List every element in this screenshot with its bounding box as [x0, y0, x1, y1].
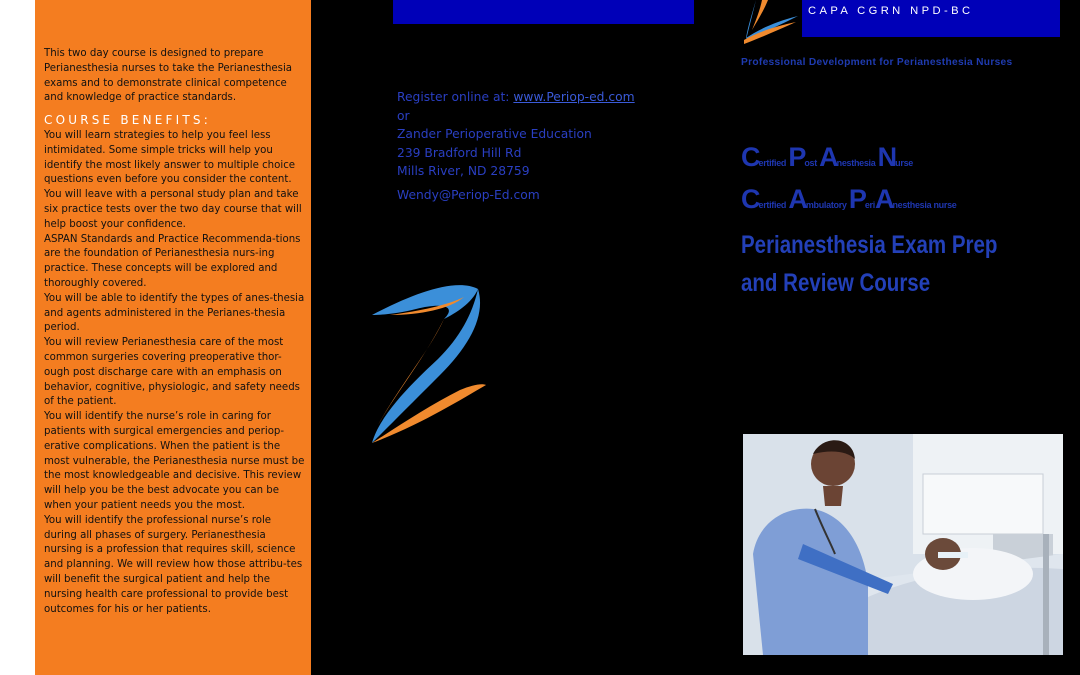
benefit-item: You will identify the nurse’s role in caring for patients with surgical emergencies and periop-erative complications. When the patient is the most vulnerable, the Perianesthesia nurse must be the most knowledgeable and decisive. This review will help you be the best advocate you can be when your patient needs you the most.	[44, 411, 305, 511]
credentials-box	[802, 0, 1060, 37]
street-address: 239 Bradford Hill Rd	[397, 145, 522, 160]
cert-word: nesthesia	[836, 158, 878, 168]
cert-letter: A	[874, 184, 893, 214]
tagline: Professional Development for Perianesthesia Nurses	[741, 57, 1013, 68]
cert-word: ost	[804, 158, 820, 168]
cert-letter: P	[788, 142, 805, 172]
small-z-logo-icon	[738, 0, 806, 46]
cert-letter: N	[877, 142, 896, 172]
nurse-patient-photo	[743, 434, 1063, 655]
register-prefix: Register online at:	[397, 90, 514, 104]
benefit-item: You will review Perianesthesia care of the most common surgeries covering preoperative thor-ough post discharge care with an emphasis on behavior, cognitive, physiologic, and safety needs of the patient.	[44, 337, 300, 408]
cert-word: urse	[895, 158, 913, 168]
benefit-item: ASPAN Standards and Practice Recommenda-tions are the foundation of Perianesthesia nurs-ing practice. These concepts will be explored and thoroughly covered.	[44, 233, 301, 289]
org-name: Zander Perioperative Education	[397, 127, 592, 141]
benefits-heading: COURSE BENEFITS:	[44, 113, 211, 127]
cert-letter: A	[788, 184, 806, 214]
register-link[interactable]: www.Periop-ed.com	[513, 90, 635, 104]
or-text: or	[397, 108, 410, 123]
cert-capa-title	[741, 184, 956, 215]
course-title	[741, 226, 1003, 302]
cert-word: eri	[864, 200, 875, 210]
cert-letter: P	[848, 184, 865, 214]
city-address: Mills River, ND 28759	[397, 164, 530, 178]
cert-letter: A	[819, 142, 837, 172]
cert-word: ertified	[758, 200, 789, 210]
cert-word: ertified	[758, 158, 789, 168]
email-address[interactable]: Wendy@Periop-Ed.com	[397, 188, 540, 202]
cert-cpan-title	[741, 142, 913, 173]
benefits-list	[44, 129, 306, 617]
course-title-line: Perianesthesia Exam Prep	[741, 231, 998, 259]
cert-word: nesthesia nurse	[892, 200, 957, 210]
cert-word: mbulatory	[805, 200, 849, 210]
contact-block	[397, 88, 635, 181]
credentials: CAPA CGRN NPD-BC	[808, 5, 974, 17]
benefit-item: You will learn strategies to help you feel less intimidated. Some simple tricks will help you identify the most likely answer to multiple choice questions even before you consider the content. You will leave with a personal study plan and take six practice tests over the two day course that will help boost your confidence.	[44, 130, 302, 230]
top-blue-bar	[393, 0, 694, 24]
z-logo-icon	[360, 275, 495, 455]
course-intro: This two day course is designed to prepare Perianesthesia nurses to take the Perianesthesia exams and to demonstrate clinical competence and knowledge of practice standards.	[44, 48, 293, 104]
register-line	[397, 88, 635, 107]
course-title-line: and Review Course	[741, 269, 931, 297]
cert-letter: C	[741, 184, 759, 214]
benefit-item: You will be able to identify the types of anes-thesia and agents administered in the Perianes-thesia period.	[44, 292, 305, 334]
cert-letter: C	[741, 142, 759, 172]
benefit-item: You will identify the professional nurse’s role during all phases of surgery. Perianesthesia nursing is a profession that requires skill, science and planning. We will review how those attribu-tes will benefit the surgical patient and help the nursing health care professional to provide best outcomes for his or her patients.	[44, 514, 303, 615]
